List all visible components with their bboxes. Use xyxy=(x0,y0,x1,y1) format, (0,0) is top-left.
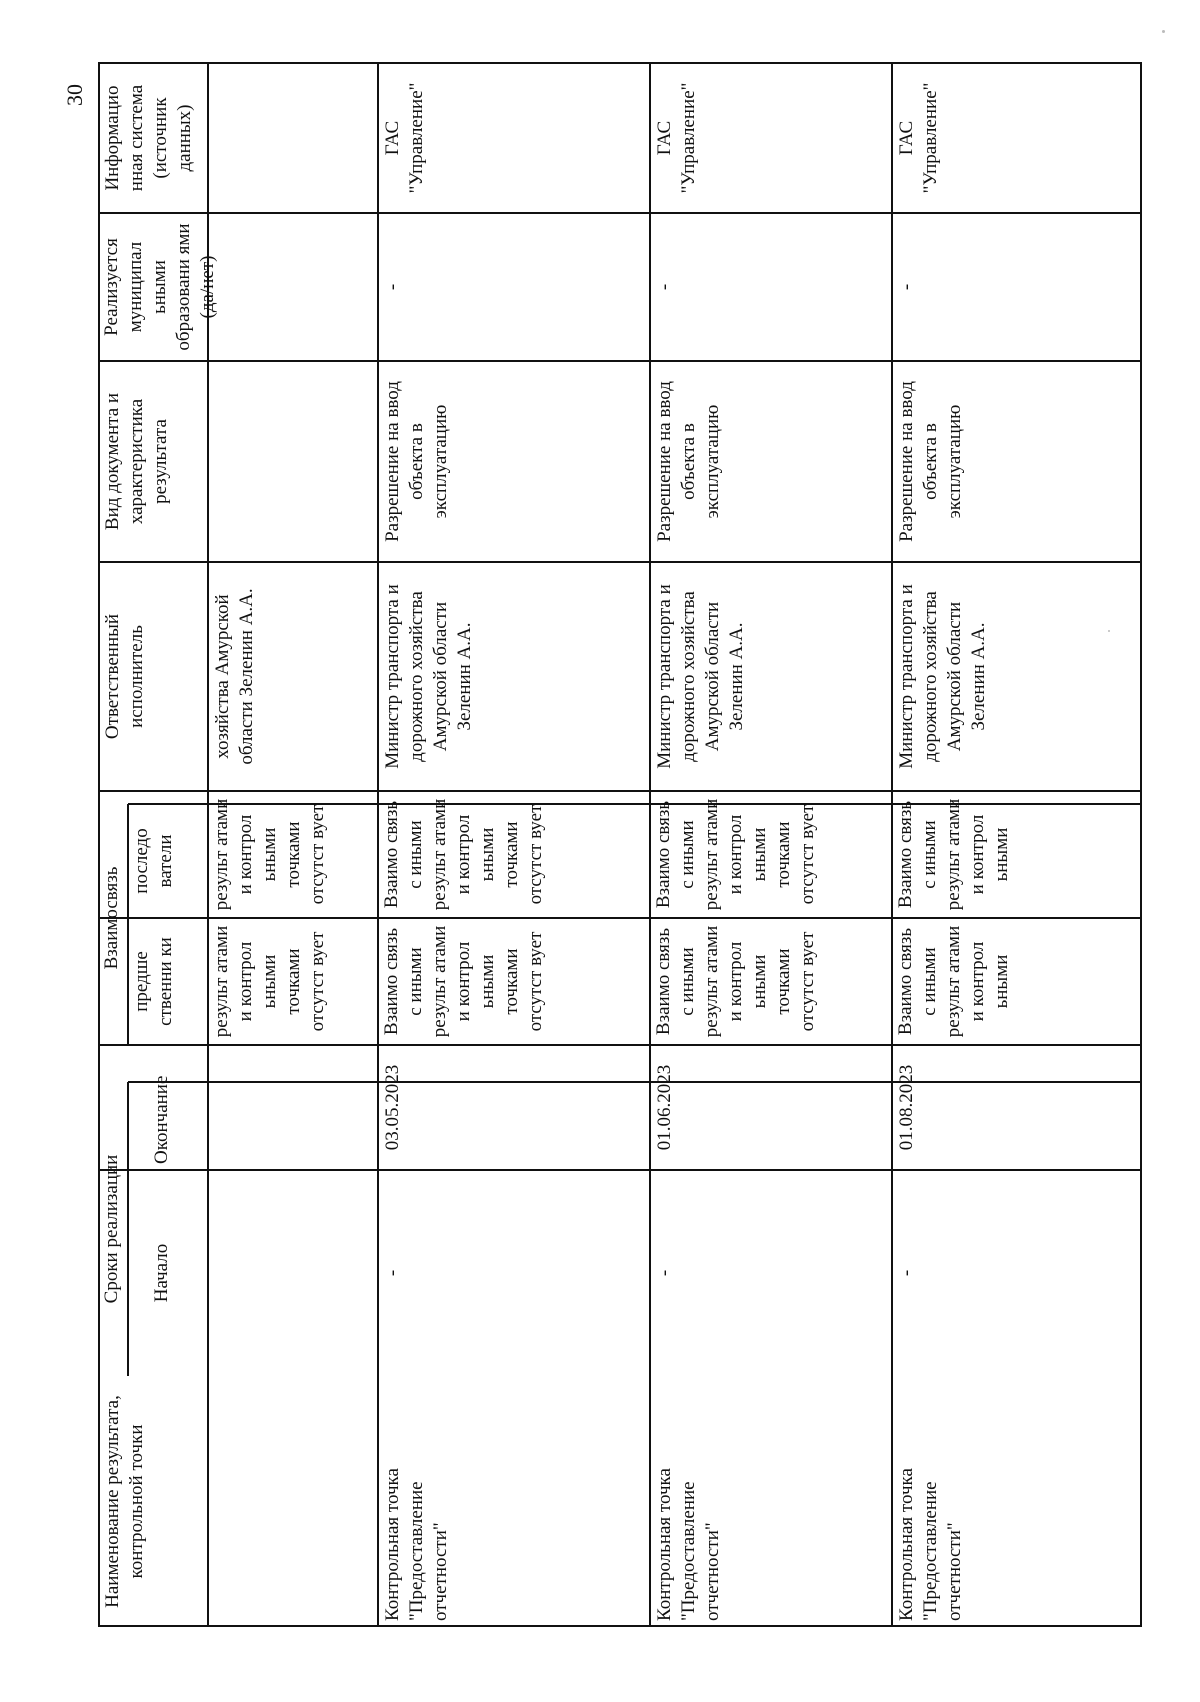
rotated-table xyxy=(98,62,1142,1627)
row-2-system: ГАС "Управление" xyxy=(654,82,699,194)
header-responsible: Ответственный исполнитель xyxy=(102,613,147,740)
row-3-responsible: Министр транспорта и дорожного хозяйства Амурской области Зеленин А.А. xyxy=(896,584,989,769)
row-1-document: Разрешение на ввод объекта в эксплуатацию xyxy=(382,381,451,542)
row-3-municipal: - xyxy=(896,283,917,291)
row-3-system: ГАС "Управление" xyxy=(896,82,941,194)
scan-speck xyxy=(1108,630,1110,632)
row-2-end: 01.06.2023 xyxy=(654,1064,675,1151)
row-2-successors: Взаимо связь с иными результ атами и контрол ьными точками отсутст вует xyxy=(653,798,818,911)
header-municipal: Реализуется муниципал ьными образовани ями (да/нет) xyxy=(101,223,218,351)
header-document-type: Вид документа и характеристика результата xyxy=(102,392,171,531)
header-successors: последо ватели xyxy=(131,828,176,894)
row-1-municipal: - xyxy=(382,283,403,291)
row-1-successors: Взаимо связь с иными результ атами и контрол ьными точками отсутст вует xyxy=(381,798,546,911)
scan-speck xyxy=(1162,30,1165,33)
continuation-successors: результ атами и контрол ьными точками отсутст вует xyxy=(211,798,328,911)
row-2-municipal: - xyxy=(654,283,675,291)
header-relationship: Взаимосвязь xyxy=(101,866,122,970)
row-3-predecessors: Взаимо связь с иными результ атами и контрол ьными xyxy=(895,925,1012,1038)
row-1-name: Контрольная точка "Предоставление отчетности" xyxy=(382,1468,451,1621)
row-2-start: - xyxy=(654,1269,675,1277)
continuation-predecessors: результ атами и контрол ьными точками отсутст вует xyxy=(211,925,328,1038)
row-1-end: 03.05.2023 xyxy=(382,1064,403,1151)
page-number: 30 xyxy=(62,84,87,106)
header-end: Окончание xyxy=(151,1075,172,1164)
header-information-system: Информацио нная система (источник данных) xyxy=(102,84,195,192)
row-2-name: Контрольная точка "Предоставление отчетности" xyxy=(654,1468,723,1621)
header-predecessors: предше ственни ки xyxy=(131,937,176,1026)
row-3-name: Контрольная точка "Предоставление отчетности" xyxy=(896,1468,965,1621)
header-implementation-dates: Сроки реализации xyxy=(101,1154,122,1304)
row-2-document: Разрешение на ввод объекта в эксплуатацию xyxy=(654,381,723,542)
header-name: Наименование результата, контрольной точки xyxy=(102,1395,147,1608)
row-1-start: - xyxy=(382,1269,403,1277)
row-2-responsible: Министр транспорта и дорожного хозяйства Амурской области Зеленин А.А. xyxy=(654,584,747,769)
row-3-document: Разрешение на ввод объекта в эксплуатацию xyxy=(896,381,965,542)
row-3-successors: Взаимо связь с иными результ атами и контрол ьными xyxy=(895,798,1012,911)
row-3-end: 01.08.2023 xyxy=(896,1064,917,1151)
row-1-predecessors: Взаимо связь с иными результ атами и контрол ьными точками отсутст вует xyxy=(381,925,546,1038)
continuation-responsible: хозяйства Амурской области Зеленин А.А. xyxy=(212,588,257,765)
header-start: Начало xyxy=(151,1243,172,1303)
row-2-predecessors: Взаимо связь с иными результ атами и контрол ьными точками отсутст вует xyxy=(653,925,818,1038)
row-1-system: ГАС "Управление" xyxy=(382,82,427,194)
row-3-start: - xyxy=(896,1269,917,1277)
row-1-responsible: Министр транспорта и дорожного хозяйства Амурской области Зеленин А.А. xyxy=(382,584,475,769)
